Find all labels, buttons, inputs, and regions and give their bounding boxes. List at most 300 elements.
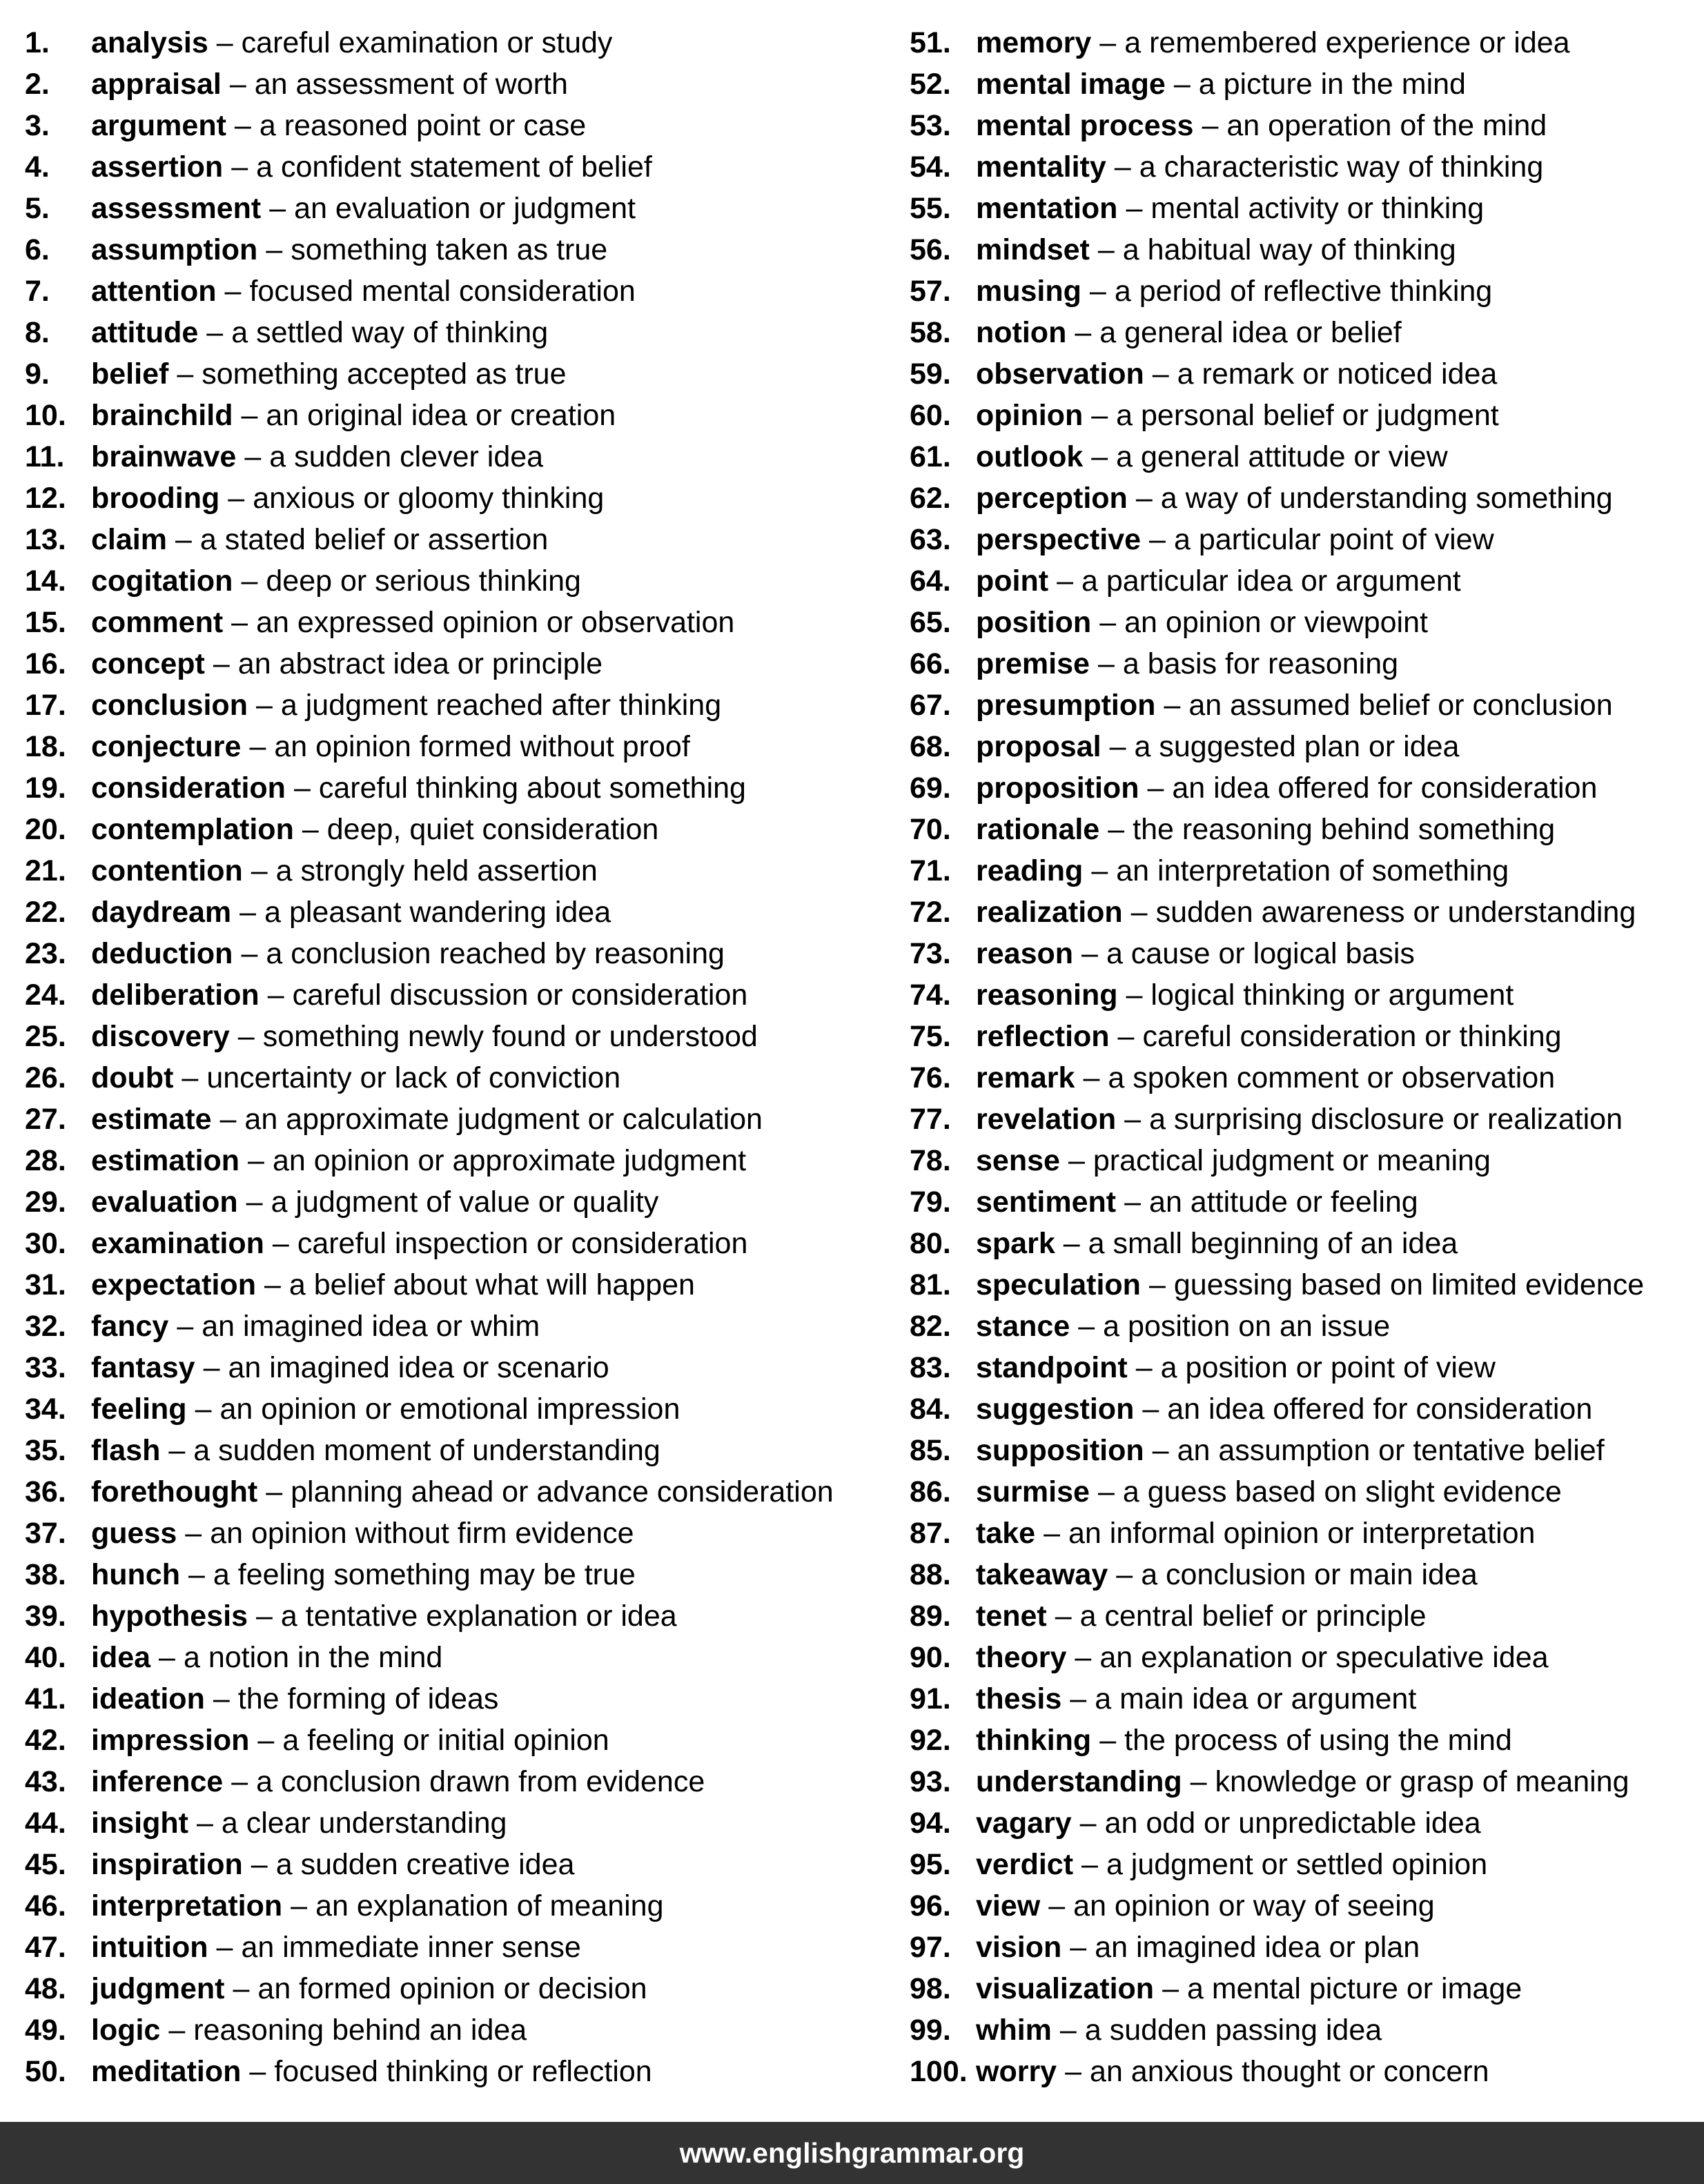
entry-term: worry: [976, 2055, 1057, 2088]
entry-definition: a feeling or initial opinion: [282, 1724, 609, 1757]
entry-number: 60.: [910, 399, 951, 432]
list-item: [910, 1678, 1696, 1720]
entry-separator: –: [248, 1144, 264, 1177]
list-item: [910, 395, 1696, 436]
list-item: [910, 1140, 1696, 1181]
list-item: [910, 892, 1696, 933]
entry-definition: an explanation or speculative idea: [1099, 1641, 1549, 1674]
list-item: [25, 1430, 881, 1471]
entry-term: forethought: [91, 1475, 258, 1508]
entry-number: 64.: [910, 564, 951, 598]
entry-separator: –: [1091, 399, 1108, 432]
entry-definition: uncertainty or lack of conviction: [206, 1061, 621, 1094]
list-item: [25, 105, 881, 146]
entry-number: 32.: [25, 1310, 66, 1343]
entry-term: thinking: [976, 1724, 1092, 1757]
entry-separator: –: [234, 109, 251, 142]
entry-term: flash: [91, 1434, 161, 1467]
entry-term: surmise: [976, 1475, 1090, 1508]
list-item: [910, 1388, 1696, 1430]
entry-number: 70.: [910, 813, 951, 846]
entry-term: appraisal: [91, 68, 222, 101]
entry-term: premise: [976, 647, 1090, 680]
entry-term: reflection: [976, 1020, 1110, 1053]
entry-number: 100.: [910, 2055, 968, 2088]
list-item: [910, 188, 1696, 229]
entry-number: 2.: [25, 68, 50, 101]
entry-term: theory: [976, 1641, 1067, 1674]
entry-definition: logical thinking or argument: [1150, 978, 1514, 1012]
list-item: [25, 726, 881, 767]
list-item: [25, 1637, 881, 1678]
entry-term: presumption: [976, 689, 1156, 722]
entry-term: reason: [976, 937, 1074, 970]
entry-definition: a basis for reasoning: [1122, 647, 1399, 680]
entry-number: 18.: [25, 730, 66, 763]
entry-separator: –: [182, 1061, 199, 1094]
entry-separator: –: [185, 1517, 202, 1550]
entry-definition: anxious or gloomy thinking: [253, 482, 605, 515]
list-item: [910, 1016, 1696, 1057]
entry-number: 81.: [910, 1268, 951, 1301]
list-item: [25, 1388, 881, 1430]
entry-separator: –: [231, 606, 248, 639]
list-item: [910, 22, 1696, 63]
entry-definition: a particular idea or argument: [1081, 564, 1461, 598]
entry-separator: –: [159, 1641, 175, 1674]
entry-term: expectation: [91, 1268, 256, 1301]
entry-term: assertion: [91, 150, 224, 184]
entry-separator: –: [302, 813, 319, 846]
entry-number: 27.: [25, 1103, 66, 1136]
entry-number: 82.: [910, 1310, 951, 1343]
entry-separator: –: [188, 1558, 205, 1591]
entry-number: 11.: [25, 440, 65, 473]
entry-term: musing: [976, 275, 1081, 308]
entry-term: contention: [91, 854, 243, 887]
list-item: [25, 1347, 881, 1388]
entry-definition: an opinion formed without proof: [274, 730, 690, 763]
list-item: [25, 1844, 881, 1885]
entry-separator: –: [246, 1186, 263, 1219]
entry-term: judgment: [91, 1972, 225, 2005]
entry-definition: a clear understanding: [221, 1807, 507, 1840]
list-item: [25, 1968, 881, 2009]
entry-term: view: [976, 1889, 1041, 1922]
entry-separator: –: [1075, 1641, 1092, 1674]
entry-definition: a remark or noticed idea: [1177, 357, 1498, 391]
entry-definition: a strongly held assertion: [275, 854, 598, 887]
list-item: [910, 767, 1696, 809]
list-item: [910, 1099, 1696, 1140]
entry-definition: a main idea or argument: [1095, 1682, 1417, 1715]
entry-term: rationale: [976, 813, 1100, 846]
list-item: [25, 1595, 881, 1637]
list-item: [910, 1885, 1696, 1927]
entry-term: doubt: [91, 1061, 174, 1094]
entry-number: 5.: [25, 192, 50, 225]
entry-term: understanding: [976, 1765, 1182, 1798]
entry-number: 31.: [25, 1268, 66, 1301]
entry-definition: an imagined idea or plan: [1095, 1931, 1420, 1964]
list-item: [910, 1720, 1696, 1761]
entry-term: conjecture: [91, 730, 242, 763]
entry-separator: –: [168, 2014, 186, 2047]
entry-definition: an immediate inner sense: [241, 1931, 581, 1964]
entry-number: 39.: [25, 1600, 66, 1633]
entry-definition: careful discussion or consideration: [292, 978, 748, 1012]
entry-number: 67.: [910, 689, 951, 722]
entry-number: 8.: [25, 316, 50, 349]
entry-number: 95.: [910, 1848, 951, 1881]
entry-definition: careful thinking about something: [318, 771, 746, 805]
entry-term: supposition: [976, 1434, 1144, 1467]
entry-term: point: [976, 564, 1049, 598]
entry-definition: guessing based on limited evidence: [1173, 1268, 1645, 1301]
list-item: [25, 1140, 881, 1181]
entry-term: vagary: [976, 1807, 1072, 1840]
entry-term: mental process: [976, 109, 1194, 142]
entry-term: inference: [91, 1765, 224, 1798]
entry-definition: a period of reflective thinking: [1114, 275, 1493, 308]
entry-definition: a guess based on slight evidence: [1122, 1475, 1562, 1508]
entry-definition: an idea offered for consideration: [1172, 771, 1598, 805]
entry-number: 76.: [910, 1061, 951, 1094]
list-item: [25, 22, 881, 63]
entry-term: tenet: [976, 1600, 1047, 1633]
entry-number: 85.: [910, 1434, 951, 1467]
list-item: [910, 1347, 1696, 1388]
entry-number: 84.: [910, 1393, 951, 1426]
entry-definition: a sudden passing idea: [1084, 2014, 1382, 2047]
entry-definition: something accepted as true: [202, 357, 567, 391]
entry-separator: –: [293, 771, 311, 805]
entry-number: 26.: [25, 1061, 66, 1094]
entry-separator: –: [1124, 1186, 1142, 1219]
entry-term: impression: [91, 1724, 250, 1757]
list-item: [25, 1016, 881, 1057]
entry-number: 3.: [25, 109, 50, 142]
list-item: [910, 685, 1696, 726]
entry-number: 4.: [25, 150, 50, 184]
list-item: [910, 974, 1696, 1016]
entry-term: reading: [976, 854, 1084, 887]
list-item: [25, 643, 881, 685]
list-item: [910, 1637, 1696, 1678]
list-item: [910, 1802, 1696, 1844]
entry-separator: –: [249, 730, 266, 763]
entry-number: 49.: [25, 2014, 66, 2047]
entry-definition: an opinion without firm evidence: [210, 1517, 634, 1550]
entry-number: 62.: [910, 482, 951, 515]
footer-url: www.englishgrammar.org: [679, 2137, 1025, 2169]
entry-separator: –: [239, 896, 257, 929]
entry-separator: –: [1124, 1103, 1142, 1136]
entry-term: concept: [91, 647, 205, 680]
list-item: [25, 478, 881, 519]
entry-separator: –: [1164, 689, 1181, 722]
entry-definition: a judgment or settled opinion: [1106, 1848, 1488, 1881]
entry-definition: an assumption or tentative belief: [1177, 1434, 1605, 1467]
entry-separator: –: [1148, 1268, 1166, 1301]
entry-separator: –: [196, 1807, 213, 1840]
entry-separator: –: [216, 1931, 233, 1964]
entry-term: meditation: [91, 2055, 242, 2088]
entry-separator: –: [1068, 1144, 1085, 1177]
entry-number: 30.: [25, 1227, 66, 1260]
entry-definition: the forming of ideas: [237, 1682, 499, 1715]
entry-term: fantasy: [91, 1351, 195, 1384]
entry-term: realization: [976, 896, 1123, 929]
entry-definition: reasoning behind an idea: [193, 2014, 527, 2047]
list-item: [25, 685, 881, 726]
list-item: [25, 767, 881, 809]
list-item: [910, 1844, 1696, 1885]
list-item: [25, 809, 881, 850]
list-item: [910, 1595, 1696, 1637]
entry-definition: something taken as true: [291, 233, 608, 266]
entry-definition: a remembered experience or idea: [1124, 26, 1570, 59]
list-item: [910, 105, 1696, 146]
entry-separator: –: [1083, 1061, 1100, 1094]
entry-term: cogitation: [91, 564, 233, 598]
list-item: [25, 395, 881, 436]
list-item: [25, 436, 881, 478]
list-item: [25, 850, 881, 892]
entry-definition: an evaluation or judgment: [294, 192, 636, 225]
list-item: [25, 1720, 881, 1761]
entry-separator: –: [229, 68, 246, 101]
entry-separator: –: [244, 440, 262, 473]
entry-separator: –: [272, 1227, 289, 1260]
entry-definition: a position or point of view: [1160, 1351, 1496, 1384]
entry-number: 20.: [25, 813, 66, 846]
entry-number: 15.: [25, 606, 66, 639]
entry-separator: –: [1091, 854, 1108, 887]
entry-separator: –: [1065, 2055, 1082, 2088]
list-item: [25, 974, 881, 1016]
entry-separator: –: [255, 689, 273, 722]
entry-number: 45.: [25, 1848, 66, 1881]
entry-number: 58.: [910, 316, 951, 349]
entry-term: outlook: [976, 440, 1084, 473]
list-item: [910, 353, 1696, 395]
list-item: [25, 933, 881, 974]
entry-separator: –: [1135, 482, 1153, 515]
entry-separator: –: [1116, 1558, 1133, 1591]
entry-separator: –: [249, 2055, 266, 2088]
entry-separator: –: [1109, 730, 1126, 763]
entry-definition: an anxious thought or concern: [1090, 2055, 1489, 2088]
entry-definition: a general idea or belief: [1099, 316, 1402, 349]
entry-term: intuition: [91, 1931, 208, 1964]
entry-term: whim: [976, 2014, 1052, 2047]
entry-definition: a conclusion drawn from evidence: [256, 1765, 705, 1798]
entry-number: 69.: [910, 771, 951, 805]
entry-term: suggestion: [976, 1393, 1135, 1426]
list-item: [910, 1471, 1696, 1513]
entry-definition: a sudden moment of understanding: [193, 1434, 660, 1467]
entry-definition: a personal belief or judgment: [1116, 399, 1499, 432]
list-item: [910, 1513, 1696, 1554]
entry-term: analysis: [91, 26, 208, 59]
entry-term: deduction: [91, 937, 233, 970]
entry-separator: –: [224, 275, 242, 308]
entry-definition: an interpretation of something: [1116, 854, 1509, 887]
entry-term: contemplation: [91, 813, 294, 846]
entry-number: 55.: [910, 192, 951, 225]
entry-term: guess: [91, 1517, 177, 1550]
entry-number: 23.: [25, 937, 66, 970]
entry-number: 83.: [910, 1351, 951, 1384]
entry-number: 6.: [25, 233, 50, 266]
list-item: [25, 892, 881, 933]
entry-number: 42.: [25, 1724, 66, 1757]
entry-definition: something newly found or understood: [262, 1020, 758, 1053]
entry-definition: careful examination or study: [241, 26, 613, 59]
entry-separator: –: [1078, 1310, 1095, 1343]
list-item: [910, 1057, 1696, 1099]
entry-separator: –: [1173, 68, 1191, 101]
entry-term: examination: [91, 1227, 264, 1260]
list-item: [25, 1513, 881, 1554]
list-item: [910, 726, 1696, 767]
entry-separator: –: [1081, 1848, 1098, 1881]
entry-definition: mental activity or thinking: [1150, 192, 1485, 225]
entry-separator: –: [266, 1475, 283, 1508]
entry-definition: a reasoned point or case: [259, 109, 587, 142]
list-item: [910, 933, 1696, 974]
list-item: [25, 1885, 881, 1927]
entry-term: observation: [976, 357, 1144, 391]
list-item: [25, 1264, 881, 1306]
entry-number: 22.: [25, 896, 66, 929]
entry-definition: a general attitude or view: [1116, 440, 1448, 473]
entry-separator: –: [1070, 1682, 1087, 1715]
entry-number: 92.: [910, 1724, 951, 1757]
list-item: [25, 2051, 881, 2092]
entry-separator: –: [267, 978, 284, 1012]
entry-definition: an imagined idea or whim: [202, 1310, 540, 1343]
entry-separator: –: [1152, 1434, 1169, 1467]
entry-term: standpoint: [976, 1351, 1128, 1384]
entry-separator: –: [1162, 1972, 1179, 2005]
list-item: [25, 229, 881, 270]
entry-separator: –: [1130, 896, 1148, 929]
list-item: [25, 1678, 881, 1720]
entry-term: remark: [976, 1061, 1075, 1094]
entry-number: 7.: [25, 275, 50, 308]
entry-term: inspiration: [91, 1848, 243, 1881]
entry-definition: knowledge or grasp of meaning: [1215, 1765, 1629, 1798]
entry-number: 87.: [910, 1517, 951, 1550]
entry-term: belief: [91, 357, 169, 391]
entry-term: thesis: [976, 1682, 1062, 1715]
entry-definition: an formed opinion or decision: [257, 1972, 647, 2005]
entry-term: discovery: [91, 1020, 230, 1053]
entry-number: 78.: [910, 1144, 951, 1177]
entry-separator: –: [219, 1103, 237, 1136]
entry-separator: –: [1147, 771, 1164, 805]
entry-separator: –: [1097, 233, 1115, 266]
entry-term: assumption: [91, 233, 258, 266]
entry-definition: a stated belief or assertion: [199, 523, 549, 556]
entry-term: conclusion: [91, 689, 248, 722]
entry-term: idea: [91, 1641, 151, 1674]
entry-separator: –: [1075, 316, 1092, 349]
list-item: [910, 312, 1696, 353]
entry-number: 90.: [910, 1641, 951, 1674]
entry-number: 59.: [910, 357, 951, 391]
entry-separator: –: [216, 26, 233, 59]
entry-term: mentality: [976, 150, 1106, 184]
list-item: [25, 1471, 881, 1513]
entry-term: estimation: [91, 1144, 240, 1177]
entry-term: insight: [91, 1807, 188, 1840]
entry-term: vision: [976, 1931, 1062, 1964]
entry-number: 24.: [25, 978, 66, 1012]
entry-definition: sudden awareness or understanding: [1155, 896, 1636, 929]
entry-number: 80.: [910, 1227, 951, 1260]
entry-number: 96.: [910, 1889, 951, 1922]
entry-number: 56.: [910, 233, 951, 266]
entry-number: 65.: [910, 606, 951, 639]
word-list-right-column: [910, 22, 1696, 2092]
list-item: [910, 1761, 1696, 1802]
entry-term: speculation: [976, 1268, 1141, 1301]
list-item: [910, 478, 1696, 519]
list-item: [910, 1968, 1696, 2009]
entry-definition: deep, quiet consideration: [326, 813, 659, 846]
entry-separator: –: [1059, 2014, 1077, 2047]
entry-definition: a position on an issue: [1103, 1310, 1391, 1343]
entry-separator: –: [1099, 26, 1117, 59]
list-item: [910, 270, 1696, 312]
list-item: [25, 1057, 881, 1099]
entry-term: revelation: [976, 1103, 1117, 1136]
list-item: [25, 560, 881, 602]
list-item: [25, 353, 881, 395]
list-item: [910, 1181, 1696, 1223]
entry-term: brooding: [91, 482, 220, 515]
entry-definition: deep or serious thinking: [266, 564, 581, 598]
entry-term: sense: [976, 1144, 1060, 1177]
entry-number: 72.: [910, 896, 951, 929]
entry-term: proposal: [976, 730, 1101, 763]
entry-separator: –: [1202, 109, 1219, 142]
entry-number: 98.: [910, 1972, 951, 2005]
entry-definition: a mental picture or image: [1187, 1972, 1522, 2005]
entry-number: 29.: [25, 1186, 66, 1219]
entry-number: 34.: [25, 1393, 66, 1426]
entry-number: 37.: [25, 1517, 66, 1550]
entry-number: 94.: [910, 1807, 951, 1840]
entry-definition: a pleasant wandering idea: [264, 896, 611, 929]
entry-definition: a sudden clever idea: [269, 440, 544, 473]
list-item: [910, 1264, 1696, 1306]
entry-definition: an odd or unpredictable idea: [1104, 1807, 1481, 1840]
entry-number: 43.: [25, 1765, 66, 1798]
entry-definition: an assumed belief or conclusion: [1188, 689, 1613, 722]
entry-separator: –: [1097, 1475, 1115, 1508]
entry-separator: –: [1135, 1351, 1153, 1384]
entry-term: hunch: [91, 1558, 180, 1591]
entry-separator: –: [233, 1972, 250, 2005]
entry-term: verdict: [976, 1848, 1074, 1881]
entry-definition: a cause or logical basis: [1106, 937, 1415, 970]
entry-number: 16.: [25, 647, 66, 680]
entry-term: take: [976, 1517, 1036, 1550]
